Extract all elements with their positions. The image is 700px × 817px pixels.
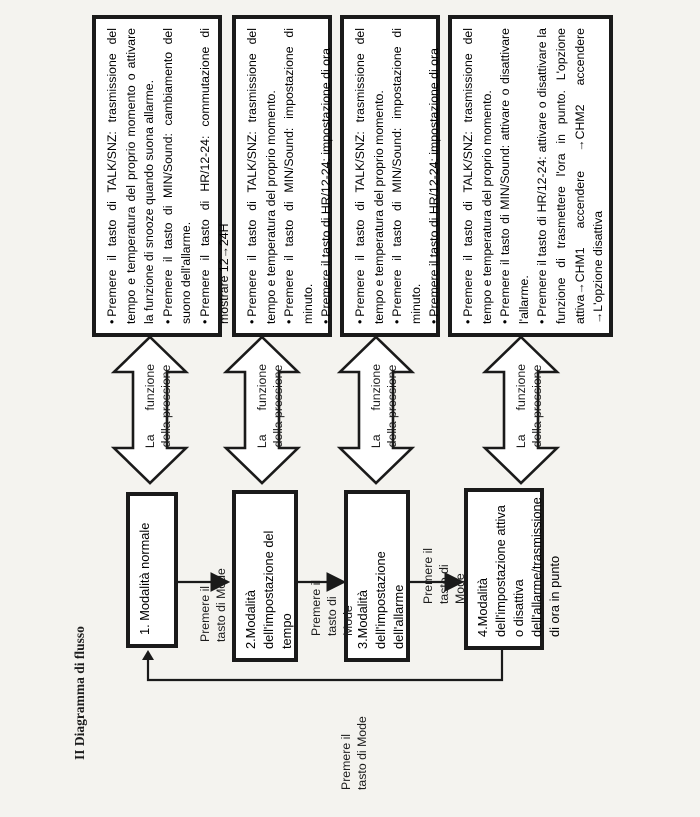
description-box-alarm-setting (340, 15, 440, 337)
mode-transition-label-1: Premere il tasto di Mode (198, 568, 228, 642)
return-loop-label: Premere il tasto di Mode (339, 716, 369, 790)
press-function-la: La (369, 434, 383, 449)
description-box-time-setting (232, 15, 332, 337)
description-box-normal (92, 15, 231, 337)
desc-item: • Premere il tasto di MIN/Sound: cambiamento del suono dell'allarme. (159, 28, 196, 324)
desc-item: • Premere il tasto di HR/12-24: impostazione di ora (425, 28, 444, 324)
desc-item: • Premere il tasto di HR/12-24: attivare o disattivare la funzione di trasmettere l'ora in punto. L'opzione attiva→CHM1 accendere →CHM2 accendere →L'opzione disattiva (533, 28, 607, 324)
press-function-line3: della pressione (159, 364, 173, 448)
press-function-la: La (143, 434, 157, 449)
page-title: II Diagramma di flusso (72, 626, 87, 760)
press-function-la: La (514, 434, 528, 449)
mode-label-time-setting: 2.Modalità dell'impostazione del tempo (243, 530, 294, 649)
mode-box-alarm-onoff (464, 488, 562, 650)
press-function-funzione: funzione (514, 363, 528, 411)
desc-item: • Premere il tasto di HR/12-24: impostazione di ora (317, 28, 336, 324)
desc-item: • Premere il tasto di TALK/SNZ: trasmissione del tempo e temperatura del proprio momento. (459, 28, 496, 324)
press-function-funzione: funzione (369, 363, 383, 411)
press-function-label-3 (368, 346, 408, 466)
desc-item: • Premere il tasto di HR/12-24: commutazione di mostrare 12→24H (196, 28, 233, 324)
mode-box-time-setting (232, 490, 298, 662)
press-function-line3: della pressione (385, 364, 399, 448)
desc-item: • Premere il tasto di MIN/Sound: attivare o disattivare l'allarme. (496, 28, 533, 324)
press-function-line3: della pressione (530, 364, 544, 448)
mode-transition-label-3: Premere il tasto di Mode (421, 547, 467, 604)
press-function-funzione: funzione (255, 363, 269, 411)
press-function-funzione: funzione (143, 363, 157, 411)
mode-label-alarm-onoff: 4.Modalità dell'impostazione attiva o disattiva dell'allarme/trasmissione di ora in punto (475, 497, 562, 637)
mode-box-normal (126, 492, 178, 648)
press-function-label-4 (513, 346, 553, 466)
desc-item: • Premere il tasto di MIN/Sound: impostazione di minuto. (280, 28, 317, 324)
mode-label-alarm-setting: 3.Modalità dell'impostazione dell'allarme (355, 551, 406, 649)
desc-item: • Premere il tasto di MIN/Sound: impostazione di minuto. (388, 28, 425, 324)
press-function-line3: della pressione (271, 364, 285, 448)
desc-item: • Premere il tasto di TALK/SNZ: trasmissione del tempo e temperatura del proprio momento o attivare la funzione di snooze quando suona allarme. (103, 28, 159, 324)
desc-item: • Premere il tasto di TALK/SNZ: trasmissione del tempo e temperatura del proprio momento. (243, 28, 280, 324)
description-box-alarm-onoff (448, 15, 613, 337)
press-function-label-2 (254, 346, 294, 466)
press-function-la: La (255, 434, 269, 449)
mode-transition-label-2: Premere il tasto di Mode (309, 579, 355, 636)
mode-label-normal: 1. Modalità normale (137, 522, 152, 635)
desc-item: • Premere il tasto di TALK/SNZ: trasmissione del tempo e temperatura del proprio momento. (351, 28, 388, 324)
press-function-label-1 (142, 346, 182, 466)
